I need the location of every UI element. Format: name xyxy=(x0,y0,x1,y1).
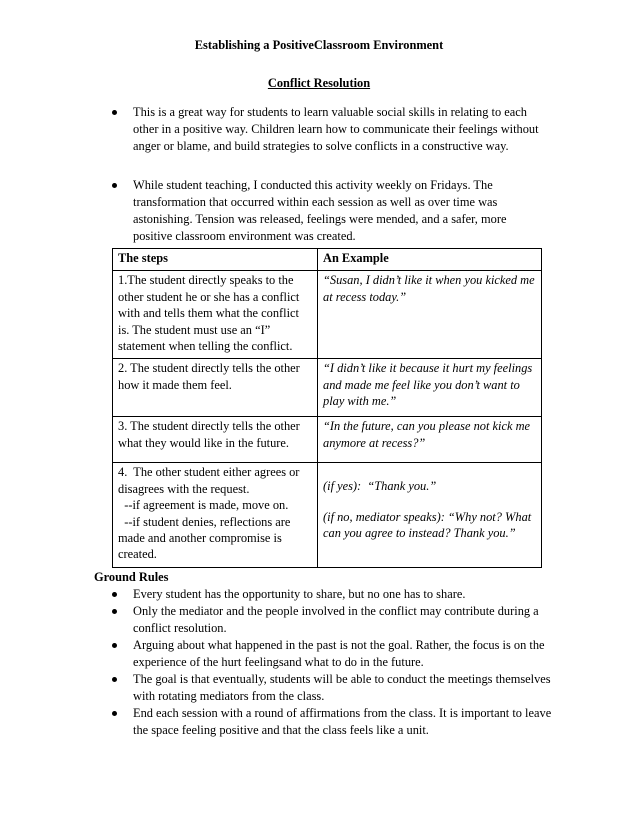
column-header: An Example xyxy=(318,249,542,271)
table-header-row xyxy=(113,249,542,271)
intro-bullet xyxy=(112,177,542,245)
rule-text: End each session with a round of affirmations from the class. It is important to leave the space feeling positive and that the class feels like a unit. xyxy=(133,706,552,737)
example-cell: “Susan, I didn’t like it when you kicked me at recess today.” xyxy=(318,271,542,359)
list-item xyxy=(112,671,552,705)
table-row xyxy=(113,271,542,359)
step-cell xyxy=(113,463,318,567)
example-cell: “In the future, can you please not kick me anymore at recess?” xyxy=(318,417,542,463)
intro-text: This is a great way for students to learn valuable social skills in relating to each other in a positive way. Children learn how to communicate their feelings without anger or blame, and build strategies to solve conflicts in a constructive way. xyxy=(133,105,539,153)
example-cell xyxy=(318,463,542,567)
step-line: --if student denies, reflections are made and another compromise is created. xyxy=(118,514,294,562)
step-line: 4. The other student either agrees or disagrees with the request. xyxy=(118,465,303,496)
intro-text: While student teaching, I conducted this activity weekly on Fridays. The transformation that occurred within each session as well as over time was astonishing. Tension was released, feelings were mended, and a safer, more positive classroom environment was created. xyxy=(133,178,507,243)
rule-text: The goal is that eventually, students will be able to conduct the meetings themselves with rotating mediators from the class. xyxy=(133,672,551,703)
bullet-icon xyxy=(112,711,117,716)
step-cell: 1.The student directly speaks to the other student he or she has a conflict with and tells them what the conflict is. The student must use an “I” statement when telling the conflict. xyxy=(113,271,318,359)
bullet-icon xyxy=(112,183,117,188)
table-row xyxy=(113,359,542,417)
ground-rules-list xyxy=(112,586,552,739)
step-cell: 3. The student directly tells the other what they would like in the future. xyxy=(113,417,318,463)
table-row xyxy=(113,463,542,567)
bullet-icon xyxy=(112,110,117,115)
example-cell: “I didn’t like it because it hurt my feelings and made me feel like you don’t want to play with me.” xyxy=(318,359,542,417)
column-header: The steps xyxy=(113,249,318,271)
ground-rules-heading: Ground Rules xyxy=(94,570,169,584)
list-item xyxy=(112,603,552,637)
list-item xyxy=(112,637,552,671)
intro-bullet xyxy=(112,104,542,155)
page-title: Establishing a PositiveClassroom Environment xyxy=(194,38,444,52)
steps-table xyxy=(112,248,542,568)
bullet-icon xyxy=(112,643,117,648)
example-no: (if no, mediator speaks): “Why not? What can you agree to instead? Thank you.” xyxy=(323,509,532,541)
section-title: Conflict Resolution xyxy=(267,76,371,90)
list-item xyxy=(112,705,552,739)
bullet-icon xyxy=(112,592,117,597)
bullet-icon xyxy=(112,677,117,682)
intro-list xyxy=(112,104,542,155)
table-row xyxy=(113,417,542,463)
step-line: --if agreement is made, move on. xyxy=(118,498,289,513)
list-item xyxy=(112,586,552,603)
rule-text: Every student has the opportunity to share, but no one has to share. xyxy=(133,587,466,601)
rule-text: Only the mediator and the people involved in the conflict may contribute during a conflict resolution. xyxy=(133,604,539,635)
step-cell: 2. The student directly tells the other how it made them feel. xyxy=(113,359,318,417)
example-yes: (if yes): “Thank you.” xyxy=(323,479,437,494)
intro-list xyxy=(112,177,542,245)
rule-text: Arguing about what happened in the past is not the goal. Rather, the focus is on the experience of the hurt feelingsand what to do in the future. xyxy=(133,638,545,669)
bullet-icon xyxy=(112,609,117,614)
